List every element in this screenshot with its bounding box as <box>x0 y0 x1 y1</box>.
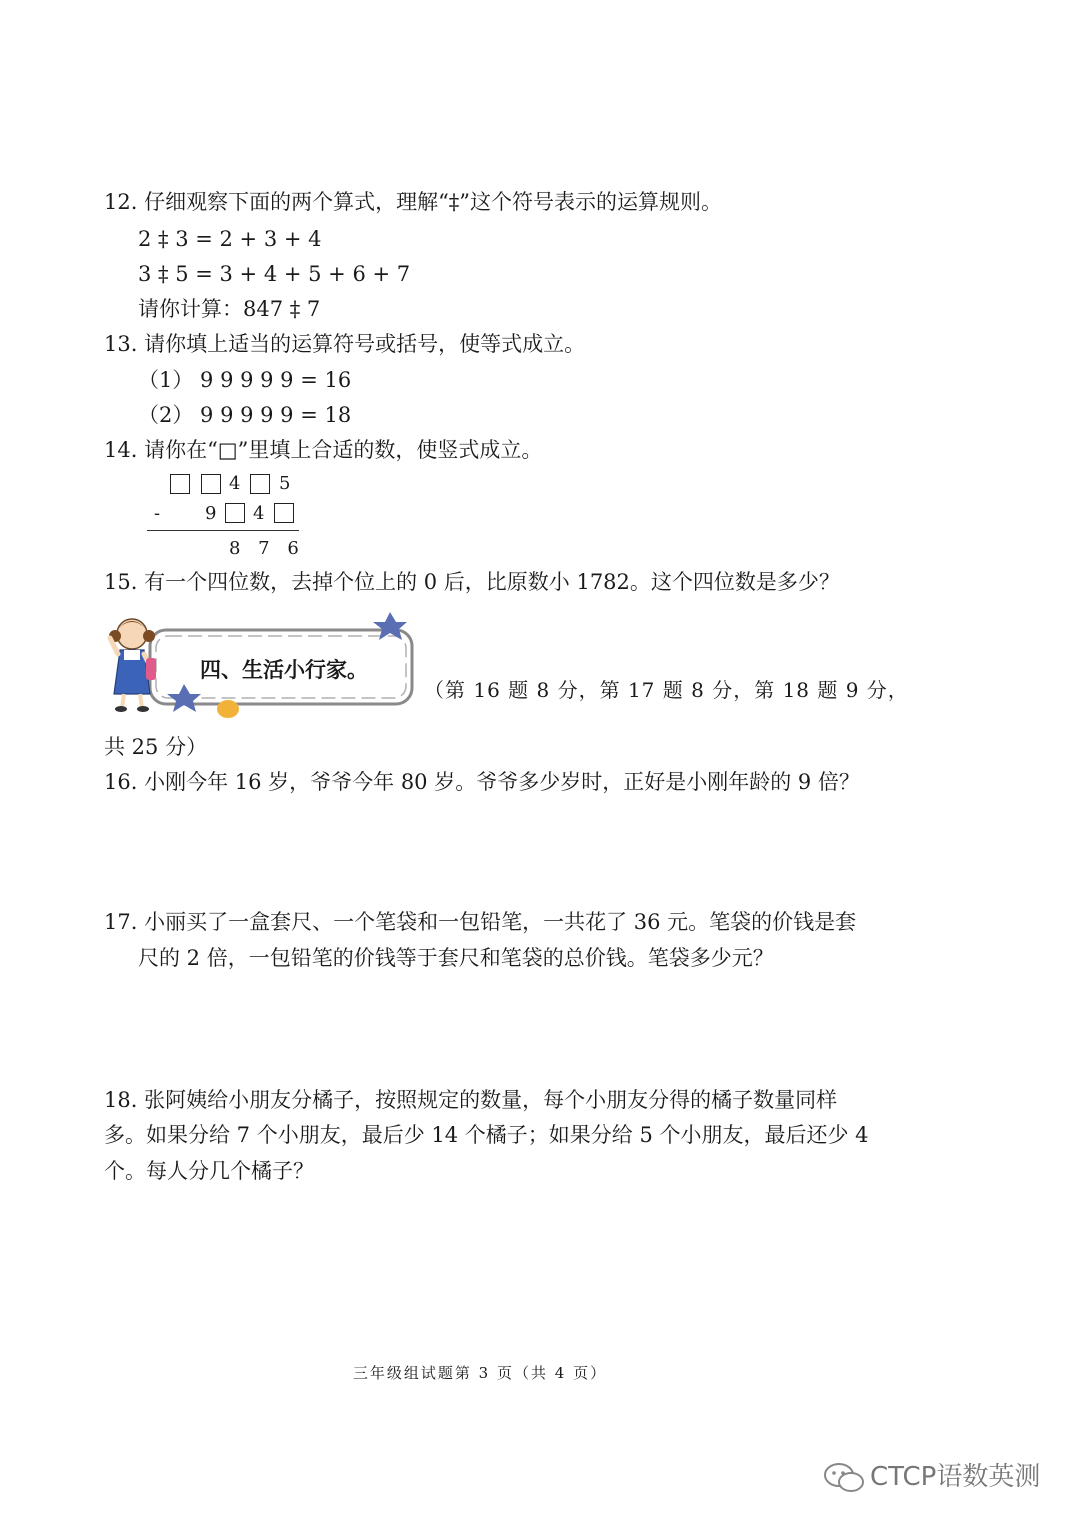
watermark-text: CTCP语数英测 <box>870 1462 1041 1492</box>
q16-title: 16. 小刚今年 16 岁，爷爷今年 80 岁。爷爷多少岁时，正好是小刚年龄的 9 倍？ <box>104 770 860 794</box>
q14-blank-box[interactable] <box>225 503 245 523</box>
page-footer: 三年级组试题第 3 页（共 4 页） <box>352 1364 608 1382</box>
q18-line-1: 18. 张阿姨给小朋友分橘子，按照规定的数量，每个小朋友分得的橘子数量同样 <box>104 1088 838 1112</box>
q14-top-digit: 5 <box>279 473 291 494</box>
q17-line-2: 尺的 2 倍，一包铅笔的价钱等于套尺和笔袋的总价钱。笔袋多少元？ <box>138 946 774 970</box>
q14-title: 14. 请你在“□”里填上合适的数，使竖式成立。 <box>104 438 543 462</box>
q14-blank-box[interactable] <box>274 503 294 523</box>
girl-illustration-icon <box>109 619 156 712</box>
q13-equation-2: （2） 9 9 9 9 9 = 18 <box>138 403 352 427</box>
q14-blank-box[interactable] <box>250 474 270 494</box>
q18-line-2: 多。如果分给 7 个小朋友，最后少 14 个橘子；如果分给 5 个小朋友，最后还少 4 <box>104 1123 869 1147</box>
q14-blank-box[interactable] <box>170 474 190 494</box>
section-score-line-1: （第 16 题 8 分，第 17 题 8 分，第 18 题 9 分， <box>424 678 909 702</box>
wechat-icon <box>822 1460 866 1496</box>
q13-title: 13. 请你填上适当的运算符号或括号，使等式成立。 <box>104 332 586 356</box>
q14-bottom-digit: 4 <box>253 503 265 524</box>
q17-line-1: 17. 小丽买了一盒套尺、一个笔袋和一包铅笔，一共花了 36 元。笔袋的价钱是套 <box>104 910 857 934</box>
q12-question: 请你计算：847 ‡ 7 <box>138 297 321 321</box>
q12-example-2: 3 ‡ 5 = 3 + 4 + 5 + 6 + 7 <box>138 262 411 286</box>
q14-bottom-digit: 9 <box>205 503 217 524</box>
q12-example-1: 2 ‡ 3 = 2 + 3 + 4 <box>138 227 322 251</box>
q15-title: 15. 有一个四位数，去掉个位上的 0 后，比原数小 1782。这个四位数是多少？ <box>104 570 840 594</box>
dot-icon <box>217 700 239 718</box>
section-title: 四、生活小行家。 <box>200 658 368 682</box>
q14-minus-sign: - <box>154 503 161 524</box>
q12-title: 12. 仔细观察下面的两个算式，理解“‡”这个符号表示的运算规则。 <box>104 190 723 214</box>
q14-result: 8 7 6 <box>229 538 305 559</box>
q13-equation-1: （1） 9 9 9 9 9 = 16 <box>138 368 352 392</box>
q18-line-3: 个。每人分几个橘子？ <box>104 1159 314 1183</box>
section-score-line-2: 共 25 分） <box>104 735 208 759</box>
q14-top-digit: 4 <box>229 473 241 494</box>
q14-blank-box[interactable] <box>201 474 221 494</box>
q14-divider-line <box>147 530 299 531</box>
